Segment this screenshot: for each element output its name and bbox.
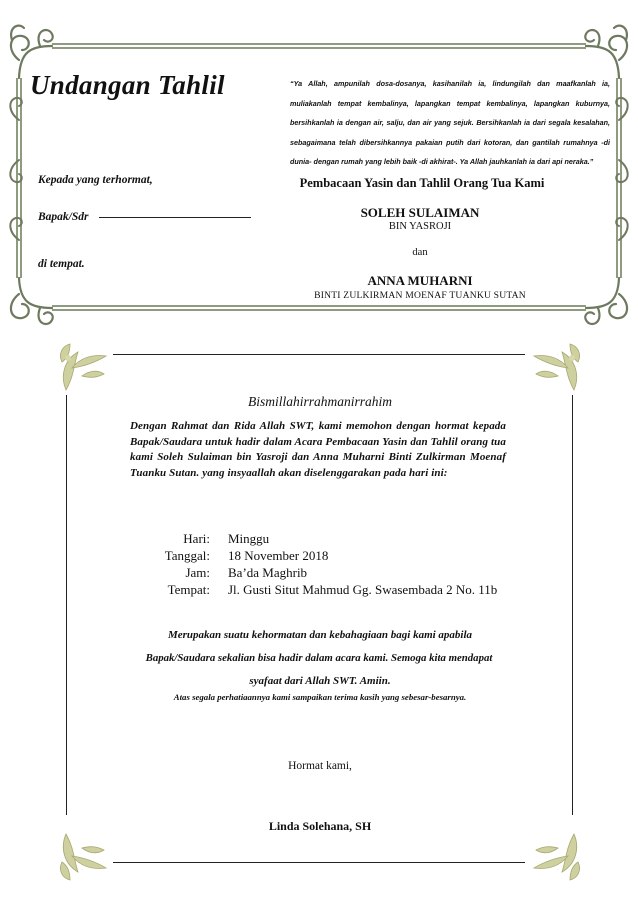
invitation-paragraph: Dengan Rahmat dan Rida Allah SWT, kami memohon dengan hormat kepada Bapak/Saudara untuk hadir dalam Acara Pembacaan Yasin dan Tahlil orang tua kami Soleh Sulaiman bin Yasroji dan Anna Muharni Binti Zulkirman Moenaf Tuanku Sutan. yang insyaallah akan diselenggarakan pada hari ini:	[130, 420, 506, 479]
bottom-card-right-border	[572, 395, 573, 815]
detail-value: Jl. Gusti Situt Mahmud Gg. Swasembada 2 No. 11b	[228, 582, 498, 597]
bottom-card-top-border	[113, 354, 525, 355]
bismillah-heading: Bismillahirrahmanirrahim	[247, 394, 393, 409]
signatory-name: Linda Solehana, SH	[268, 819, 372, 833]
regards-text: Hormat kami,	[288, 760, 352, 772]
invitation-title: Undangan Tahlil	[30, 70, 225, 100]
detail-value: Ba’da Maghrib	[228, 565, 308, 580]
detail-value: Minggu	[228, 531, 270, 546]
recipient-label: Bapak/Sdr	[38, 211, 89, 223]
place-text: di tempat.	[38, 258, 85, 270]
closing-line-3: syafaat dari Allah SWT. Amiin.	[249, 675, 391, 687]
leaf-ornament-icon	[528, 828, 588, 884]
detail-row-place	[110, 582, 550, 602]
detail-label: Jam:	[185, 565, 210, 580]
leaf-ornament-icon	[528, 340, 588, 396]
recipient-name-blank	[99, 217, 251, 218]
bottom-card-left-border	[66, 395, 67, 815]
bottom-card-bottom-border	[113, 862, 525, 863]
event-title: Pembacaan Yasin dan Tahlil Orang Tua Kami	[299, 176, 545, 190]
closing-line-2: Bapak/Saudara sekalian bisa hadir dalam acara kami. Semoga kita mendapat	[145, 652, 493, 664]
recipient-line	[38, 211, 251, 223]
detail-value: 18 November 2018	[228, 548, 329, 563]
closing-thanks: Atas segala perhatiaannya kami sampaikan terima kasih yang sebesar-besarnya.	[173, 692, 467, 702]
leaf-ornament-icon	[52, 340, 112, 396]
person1-name: SOLEH SULAIMAN	[360, 205, 480, 220]
prayer-quote: “Ya Allah, ampunilah dosa-dosanya, kasihanilah ia, lindungilah dan maafkanlah ia, muliakanlah tempat kembalinya, lapangkan tempat kembalinya, lapangkan kuburnya, bersihkanlah ia dengan air, salju, dan air yang sejuk. Bersihkanlah ia dari segala kesalahan, sebagaimana telah dibersihkannya pakaian putih dari kotoran, dan gantilah rumahnya -di dunia- dengan rumah yang lebih baik -di akhirat-. Ya Allah jauhkanlah ia dari api neraka.”	[290, 79, 610, 166]
person2-lineage: BINTI ZULKIRMAN MOENAF TUANKU SUTAN	[314, 290, 526, 301]
detail-label: Hari:	[183, 531, 210, 546]
person2-name: ANNA MUHARNI	[367, 273, 473, 288]
detail-label: Tanggal:	[164, 548, 210, 563]
greeting-text: Kepada yang terhormat,	[38, 174, 153, 186]
closing-line-1: Merupakan suatu kehormatan dan kebahagiaan bagi kami apabila	[167, 629, 473, 641]
person1-lineage: BIN YASROJI	[388, 221, 452, 232]
leaf-ornament-icon	[52, 828, 112, 884]
conjunction-text: dan	[412, 247, 428, 258]
detail-label: Tempat:	[167, 582, 210, 597]
